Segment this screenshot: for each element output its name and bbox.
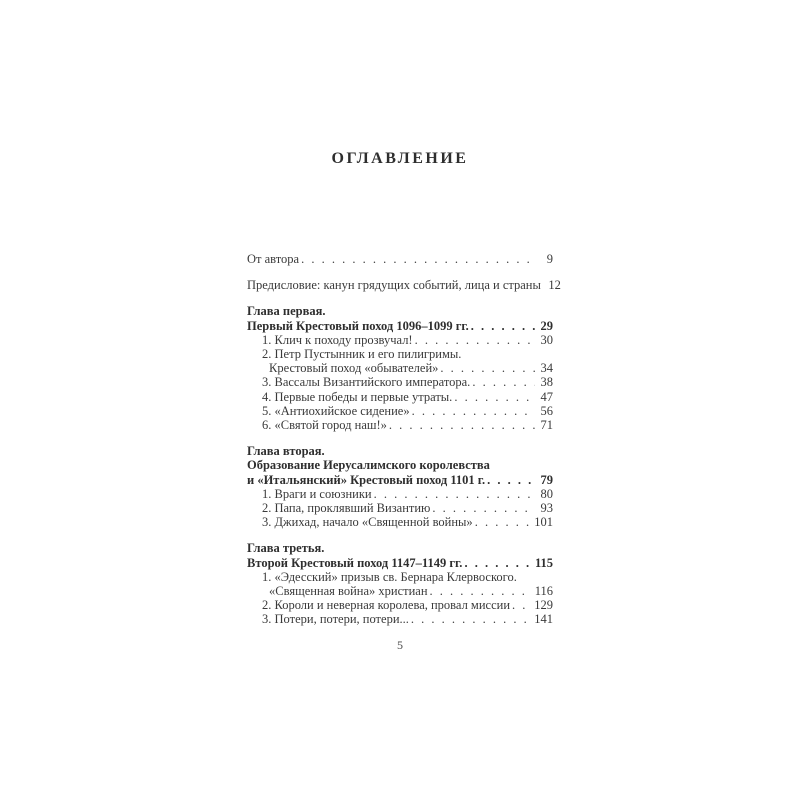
toc-entry-page: 56 — [540, 403, 553, 418]
toc-row — [247, 333, 553, 347]
toc-leader-dots — [464, 556, 531, 570]
toc-entry-page: 141 — [534, 612, 553, 627]
toc-row — [247, 458, 553, 472]
toc-leader-dots — [454, 390, 535, 404]
toc-row — [247, 570, 553, 584]
toc-leader-dots — [430, 584, 531, 598]
toc-row — [247, 556, 553, 570]
toc-entry-page: 9 — [546, 252, 553, 266]
toc-row — [247, 252, 553, 266]
toc-row — [247, 598, 553, 612]
toc-leader-dots — [512, 598, 530, 612]
toc-row — [247, 487, 553, 501]
toc-entry-text: От автора — [247, 252, 300, 266]
toc-entry-text: 4. Первые победы и первые утраты. — [262, 389, 453, 404]
toc-row — [247, 541, 553, 555]
toc-entry-text: 1. «Эдесский» призыв св. Бернара Клервоского. — [262, 569, 517, 584]
toc-entry-text: Глава третья. — [247, 541, 325, 556]
toc-row — [247, 375, 553, 389]
toc-entry-page: 79 — [540, 472, 553, 487]
toc-leader-dots — [432, 501, 535, 515]
toc-row — [247, 404, 553, 418]
toc-row — [247, 444, 553, 458]
toc-entry-text: Образование Иерусалимского королевства — [247, 458, 490, 473]
toc-entry-text: Глава первая. — [247, 304, 326, 319]
toc-entry-page: 47 — [540, 389, 553, 404]
toc-leader-dots — [374, 487, 535, 501]
toc-entry-text: Предисловие: канун грядущих событий, лица и страны — [247, 278, 541, 293]
toc-row — [247, 418, 553, 432]
toc-entry-text: Глава вторая. — [247, 444, 325, 459]
toc-row — [247, 319, 553, 333]
toc-leader-dots — [440, 361, 535, 375]
toc-entry-text: Второй Крестовый поход 1147–1149 гг. — [247, 555, 463, 570]
toc-entry-page: 116 — [534, 584, 553, 599]
toc-entry-text: Первый Крестовый поход 1096–1099 гг. — [247, 318, 469, 333]
toc-entry-page: 38 — [540, 375, 553, 390]
toc-entry-page: 115 — [534, 555, 553, 570]
toc-leader-dots — [487, 473, 535, 487]
toc-row — [247, 612, 553, 626]
toc-entry-text: 1. Клич к походу прозвучал! — [262, 332, 413, 347]
toc-row — [247, 473, 553, 487]
toc-list — [247, 252, 561, 627]
toc-entry-page: 129 — [534, 598, 553, 613]
toc-leader-dots — [471, 319, 535, 333]
page-number: 5 — [397, 638, 403, 652]
toc-row — [247, 278, 561, 293]
toc-entry-text: 5. «Антиохийское сидение» — [262, 403, 410, 418]
toc-entry-page: 12 — [548, 278, 561, 293]
toc-title: ОГЛАВЛЕНИЕ — [331, 150, 469, 167]
toc-leader-dots — [389, 418, 535, 432]
toc-row — [247, 390, 553, 404]
toc-row — [247, 584, 553, 598]
toc-entry-text: 3. Потери, потери, потери... — [262, 612, 409, 627]
toc-entry-text: 2. Папа, проклявший Византию — [262, 501, 431, 516]
toc-entry-page: 29 — [540, 318, 553, 333]
toc-entry-text: 3. Вассалы Византийского императора. — [262, 375, 471, 390]
toc-leader-dots — [415, 333, 535, 347]
toc-entry-page: 30 — [540, 332, 553, 347]
toc-row — [247, 361, 553, 375]
toc-leader-dots — [472, 375, 535, 389]
toc-entry-page: 34 — [540, 361, 553, 376]
toc-entry-text: 2. Петр Пустынник и его пилигримы. — [262, 347, 462, 362]
toc-entry-text: 3. Джихад, начало «Священной войны» — [262, 515, 473, 530]
toc-entry-text: «Священная война» христиан — [269, 584, 428, 599]
toc-row — [247, 515, 553, 529]
toc-entry-page: 93 — [540, 501, 553, 516]
toc-entry-text: 2. Короли и неверная королева, провал миссии — [262, 598, 511, 613]
toc-row — [247, 347, 553, 361]
toc-row — [247, 304, 553, 318]
toc-leader-dots — [412, 404, 535, 418]
toc-entry-page: 101 — [534, 515, 553, 530]
toc-entry-text: Крестовый поход «обывателей» — [269, 361, 439, 376]
toc-entry-page: 80 — [540, 486, 553, 501]
toc-entry-text: 1. Враги и союзники — [262, 486, 372, 501]
toc-leader-dots — [411, 612, 530, 626]
toc-entry-text: 6. «Святой город наш!» — [262, 418, 387, 433]
toc-entry-page: 71 — [540, 418, 553, 433]
toc-leader-dots — [301, 252, 535, 266]
toc-row — [247, 501, 553, 515]
toc-leader-dots — [475, 515, 531, 529]
toc-entry-text: и «Итальянский» Крестовый поход 1101 г. — [247, 472, 486, 487]
